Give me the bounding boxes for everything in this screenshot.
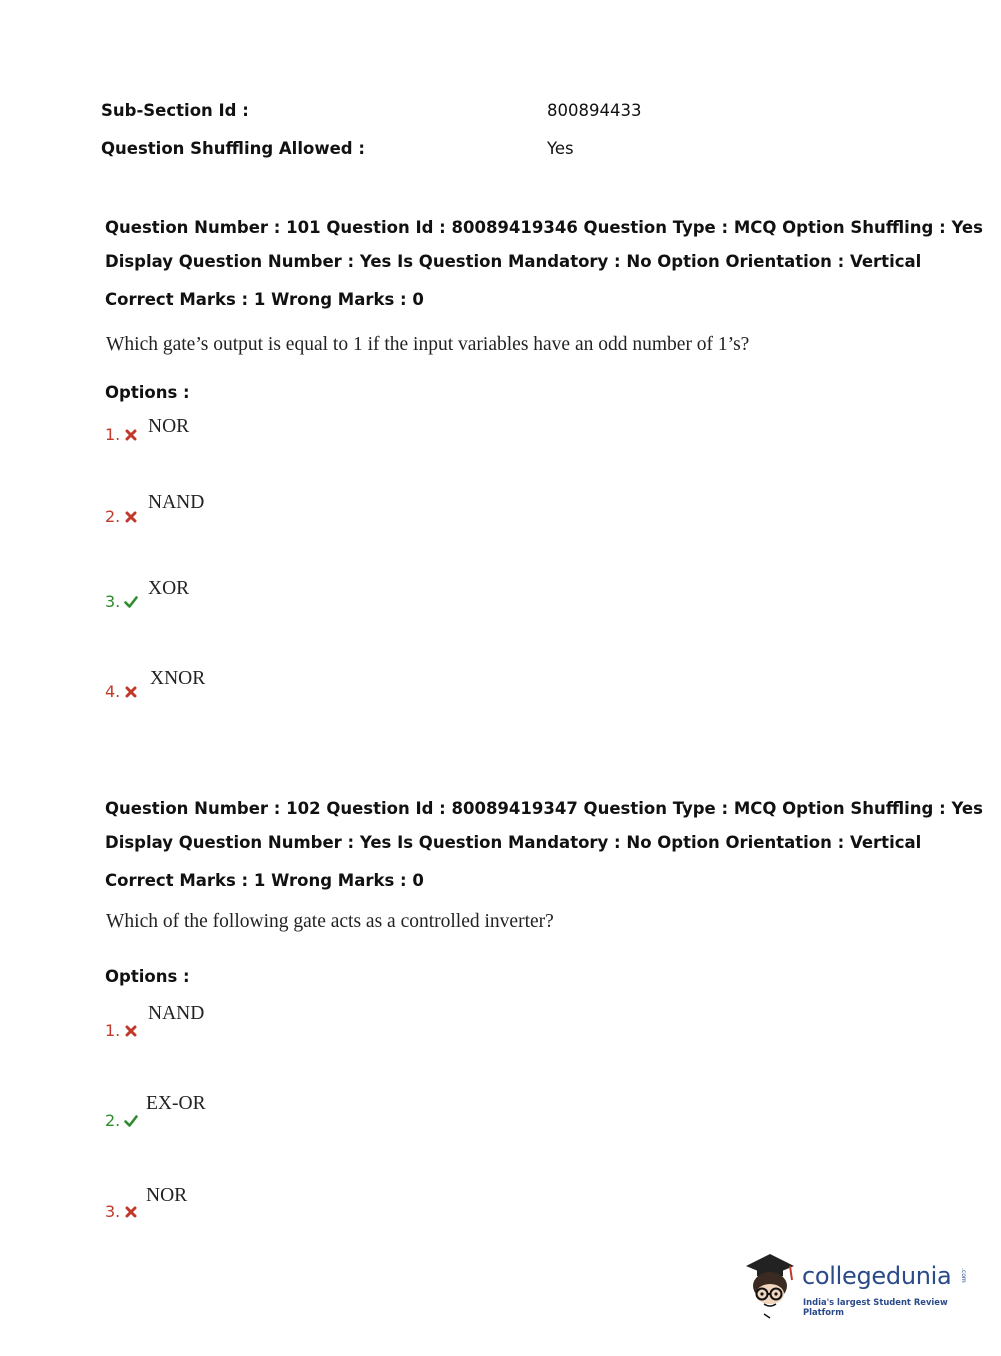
logo-domain-suffix: .com: [960, 1268, 967, 1283]
option-number: 4.: [105, 682, 121, 701]
cross-icon: [124, 685, 138, 699]
mascot-icon: [742, 1250, 802, 1320]
option-number: 3.: [105, 1202, 121, 1221]
option-text: XNOR: [150, 668, 206, 689]
cross-icon: [124, 428, 138, 442]
collegedunia-logo: [742, 1250, 968, 1320]
question-header-line2: Display Question Number : Yes Is Question Mandatory : No Option Orientation : Vertical: [105, 252, 922, 271]
checkmark-icon: [124, 595, 138, 609]
cross-icon: [124, 510, 138, 524]
option-text: NOR: [146, 1185, 188, 1206]
option-number: 3.: [105, 592, 121, 611]
logo-tagline: India's largest Student Review Platform: [803, 1297, 948, 1317]
option-2: [105, 507, 138, 526]
option-text: XOR: [148, 578, 190, 599]
question-header-line1: Question Number : 102 Question Id : 80089419347 Question Type : MCQ Option Shuffling : Yes: [105, 799, 983, 818]
option-number: 2.: [105, 1111, 121, 1130]
option-text: EX-OR: [146, 1093, 206, 1114]
logo-wordmark: collegedunia: [802, 1262, 952, 1290]
checkmark-icon: [124, 1114, 138, 1128]
question-shuffling-value: Yes: [547, 139, 574, 158]
option-number: 1.: [105, 425, 121, 444]
option-number: 1.: [105, 1021, 121, 1040]
sub-section-id-label: Sub-Section Id :: [101, 101, 249, 120]
question-text: Which gate’s output is equal to 1 if the input variables have an odd number of 1’s?: [106, 334, 750, 355]
question-shuffling-label: Question Shuffling Allowed :: [101, 139, 365, 158]
option-2: [105, 1111, 138, 1130]
option-1: [105, 1021, 138, 1040]
cross-icon: [124, 1024, 138, 1038]
question-marks: Correct Marks : 1 Wrong Marks : 0: [105, 290, 424, 309]
option-1: [105, 425, 138, 444]
option-3: [105, 1202, 138, 1221]
option-text: NAND: [148, 1003, 205, 1024]
options-label: Options :: [105, 967, 190, 986]
question-header-line1: Question Number : 101 Question Id : 80089419346 Question Type : MCQ Option Shuffling : Yes: [105, 218, 983, 237]
option-text: NAND: [148, 492, 205, 513]
question-text: Which of the following gate acts as a controlled inverter?: [106, 911, 554, 932]
options-label: Options :: [105, 383, 190, 402]
option-number: 2.: [105, 507, 121, 526]
option-4: [105, 682, 138, 701]
question-header-line2: Display Question Number : Yes Is Question Mandatory : No Option Orientation : Vertical: [105, 833, 922, 852]
sub-section-id-value: 800894433: [547, 101, 642, 120]
cross-icon: [124, 1205, 138, 1219]
option-3: [105, 592, 138, 611]
question-marks: Correct Marks : 1 Wrong Marks : 0: [105, 871, 424, 890]
option-text: NOR: [148, 416, 190, 437]
